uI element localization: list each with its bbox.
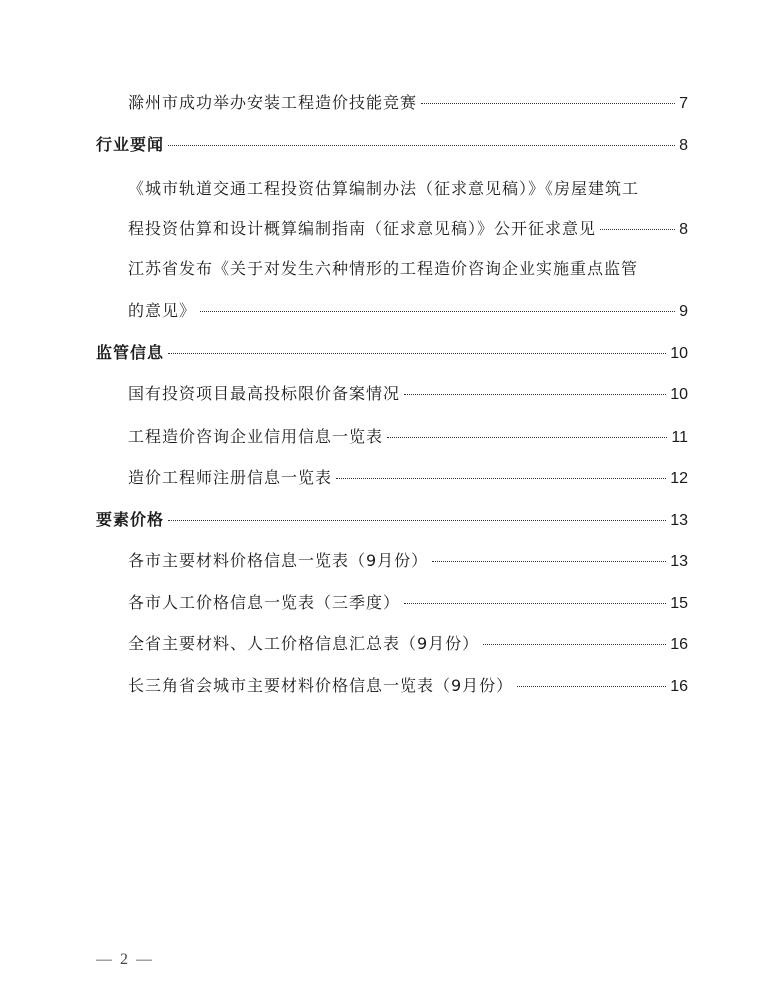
dot-leader	[404, 394, 666, 395]
toc-entry-bid-cap-filing[interactable]	[128, 381, 688, 404]
dot-leader	[168, 353, 666, 354]
toc-entry-engineer-registration[interactable]	[128, 465, 688, 488]
toc-entry-title: 国有投资项目最高投标限价备案情况	[128, 384, 401, 403]
dot-leader	[168, 145, 675, 146]
toc-entry-title: 滁州市成功举办安装工程造价技能竞赛	[128, 93, 418, 112]
toc-page-number: 7	[679, 95, 688, 112]
dot-leader	[168, 520, 666, 521]
toc-page-number: 16	[670, 678, 688, 695]
toc-page-number: 10	[670, 345, 688, 362]
toc-section-title: 行业要闻	[96, 135, 165, 154]
toc-entry-title: 各市主要材料价格信息一览表（9月份）	[128, 551, 429, 570]
toc-entry-title: 各市人工价格信息一览表（三季度）	[128, 593, 401, 612]
dot-leader	[200, 311, 675, 312]
toc-section-factor-prices[interactable]	[96, 507, 688, 530]
toc-entry-city-labor-prices[interactable]	[128, 590, 688, 613]
dot-leader	[483, 644, 666, 645]
toc-entry-title: 造价工程师注册信息一览表	[128, 468, 333, 487]
dot-leader	[600, 229, 675, 230]
toc-entry-yangtze-delta-prices[interactable]	[128, 673, 688, 696]
toc-entry-metro-estimate-line1[interactable]: 《城市轨道交通工程投资估算编制办法（征求意见稿）》《房屋建筑工	[128, 179, 640, 198]
toc-page-number: 10	[670, 386, 688, 403]
toc-section-title: 监管信息	[96, 343, 165, 362]
toc-page-number: 15	[670, 595, 688, 612]
toc-entry-province-summary[interactable]	[128, 631, 688, 654]
toc-entry-title: 长三角省会城市主要材料价格信息一览表（9月份）	[128, 676, 514, 695]
toc-entry-title: 工程造价咨询企业信用信息一览表	[128, 427, 384, 446]
toc-page-number: 13	[670, 553, 688, 570]
page-footer-number: — 2 —	[96, 951, 154, 968]
dot-leader	[517, 686, 666, 687]
toc-entry-city-material-prices[interactable]	[128, 548, 688, 571]
toc-section-title: 要素价格	[96, 510, 165, 529]
toc-entry-metro-estimate[interactable]	[128, 216, 688, 239]
toc-section-industry-news[interactable]	[96, 132, 688, 155]
toc-page-number: 8	[679, 137, 688, 154]
dot-leader	[336, 478, 666, 479]
dot-leader	[387, 437, 667, 438]
toc-entry-title: 全省主要材料、人工价格信息汇总表（9月份）	[128, 634, 480, 653]
toc-page-number: 8	[679, 221, 688, 238]
dot-leader	[432, 561, 666, 562]
toc-entry-jiangsu-supervision[interactable]	[128, 298, 688, 321]
toc-section-supervision-info[interactable]	[96, 340, 688, 363]
toc-entry-title: 的意见》	[128, 301, 197, 320]
toc-entry-chuzhou-contest[interactable]	[128, 90, 688, 113]
dot-leader	[404, 603, 666, 604]
toc-page-number: 16	[670, 636, 688, 653]
toc-page-number: 11	[671, 429, 688, 446]
toc-entry-jiangsu-supervision-line1[interactable]: 江苏省发布《关于对发生六种情形的工程造价咨询企业实施重点监管	[128, 259, 639, 278]
toc-page-number: 9	[679, 303, 688, 320]
toc-page-number: 13	[670, 512, 688, 529]
dot-leader	[421, 103, 675, 104]
toc-entry-title: 程投资估算和设计概算编制指南（征求意见稿）》公开征求意见	[128, 219, 597, 238]
toc-entry-consulting-credit[interactable]	[128, 424, 688, 447]
toc-page-number: 12	[670, 470, 688, 487]
